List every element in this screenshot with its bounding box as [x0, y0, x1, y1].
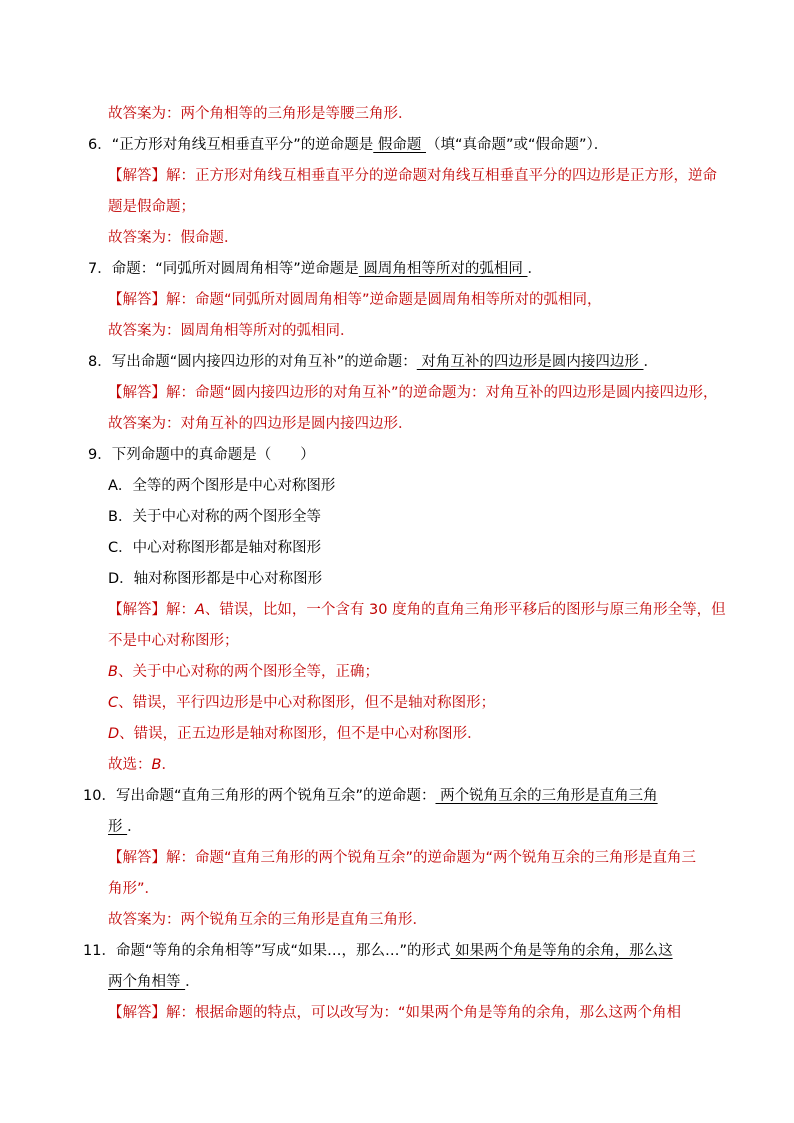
solution-8 — [0, 383, 794, 403]
option-text: D．轴对称图形都是中心对称图形 — [108, 571, 323, 587]
solution-text: 解：正方形对角线互相垂直平分的逆命题对角线互相垂直平分的四边形是正方形，逆命 — [166, 168, 717, 184]
question-10 — [0, 786, 794, 806]
solution-text: 、错误，正五边形是轴对称图形，但不是中心对称图形． — [119, 726, 482, 742]
option-letter: B — [108, 664, 118, 680]
solution-text: 、关于中心对称的两个图形全等，正确； — [117, 664, 379, 680]
question-text: 下列命题中的真命题是（ ） — [111, 447, 315, 463]
answer-blank: 两个锐角互余的三角形是直角三角 — [435, 788, 658, 804]
answer-text: 故选： — [108, 757, 152, 773]
option-text: A．全等的两个图形是中心对称图形 — [108, 478, 336, 494]
question-text-tail: ． — [643, 354, 658, 370]
answer-line-10 — [0, 910, 794, 930]
question-number: 8． — [88, 354, 112, 370]
option-text: B．关于中心对称的两个图形全等 — [108, 509, 321, 525]
answer-text: 故答案为：两个锐角互余的三角形是直角三角形． — [108, 912, 427, 928]
answer-blank: 假命题 — [373, 137, 426, 153]
answer-blank: 对角互补的四边形是圆内接四边形 — [416, 354, 644, 370]
question-number: 9． — [88, 447, 112, 463]
answer-text: ． — [161, 757, 176, 773]
option-letter: C — [108, 695, 119, 711]
solution-9-line-1 — [0, 600, 794, 620]
question-11-line-2 — [0, 972, 794, 992]
solution-text: 解：命题“直角三角形的两个锐角互余”的逆命题为“两个锐角互余的三角形是直角三 — [166, 850, 697, 866]
question-number: 7． — [88, 261, 112, 277]
answer-text: 故答案为：假命题． — [108, 230, 239, 246]
solution-text: 不是中心对称图形； — [108, 633, 239, 649]
answer-line-8 — [0, 414, 794, 434]
question-10-line-2 — [0, 817, 794, 837]
option-letter: B — [151, 757, 162, 773]
question-text: 命题：“同弧所对圆周角相等”逆命题是 — [111, 261, 359, 277]
question-text-tail: ． — [127, 819, 142, 835]
question-6 — [0, 135, 794, 155]
solution-text: 解：命题“圆内接四边形的对角互补”的逆命题为：对角互补的四边形是圆内接四边形， — [166, 385, 718, 401]
option-a — [0, 476, 794, 496]
answer-line-7 — [0, 321, 794, 341]
solution-9-line-5 — [0, 724, 794, 744]
question-9 — [0, 445, 794, 465]
solution-6-line-2 — [0, 197, 794, 217]
solution-tag: 【解答】 — [108, 168, 166, 184]
solution-9-line-4 — [0, 693, 794, 713]
solution-11 — [0, 1003, 794, 1023]
solution-text: 、错误，平行四边形是中心对称图形，但不是轴对称图形； — [118, 695, 496, 711]
solution-text: 解：命题“同弧所对圆周角相等”逆命题是圆周角相等所对的弧相同， — [166, 292, 602, 308]
solution-10-line-1 — [0, 848, 794, 868]
solution-text: 、错误，比如，一个含有 30 度角的直角三角形平移后的图形与原三角形全等，但 — [204, 602, 726, 618]
question-number: 10． — [83, 788, 116, 804]
question-number: 6． — [88, 137, 112, 153]
answer-text: 故答案为：对角互补的四边形是圆内接四边形． — [108, 416, 413, 432]
solution-tag: 【解答】 — [108, 292, 166, 308]
answer-blank: 形 — [108, 819, 128, 835]
answer-line-6 — [0, 228, 794, 248]
question-text: 命题“等角的余角相等”写成“如果…，那么…”的形式 — [115, 943, 451, 959]
option-c — [0, 538, 794, 558]
question-7 — [0, 259, 794, 279]
answer-line-9 — [0, 755, 794, 775]
solution-tag: 【解答】 — [108, 850, 166, 866]
question-8 — [0, 352, 794, 372]
option-letter: A — [195, 602, 205, 618]
solution-tag: 【解答】 — [108, 1005, 166, 1021]
question-text: 写出命题“圆内接四边形的对角互补”的逆命题： — [111, 354, 417, 370]
option-b — [0, 507, 794, 527]
solution-text: 角形”． — [108, 881, 160, 897]
option-text: C．中心对称图形都是轴对称图形 — [108, 540, 322, 556]
solution-text: 解：根据命题的特点，可以改写为：“如果两个角是等角的余角，那么这两个角相 — [166, 1005, 682, 1021]
solution-tag: 【解答】 — [108, 602, 166, 618]
solution-tag: 【解答】 — [108, 385, 166, 401]
answer-text: 故答案为：圆周角相等所对的弧相同． — [108, 323, 355, 339]
answer-blank: 圆周角相等所对的弧相同 — [358, 261, 528, 277]
answer-text: 故答案为：两个角相等的三角形是等腰三角形． — [108, 106, 413, 122]
solution-9-line-3 — [0, 662, 794, 682]
solution-10-line-2 — [0, 879, 794, 899]
question-text-tail: ． — [527, 261, 542, 277]
solution-text: 题是假命题； — [108, 199, 195, 215]
question-text-tail: （填“真命题”或“假命题”）． — [425, 137, 609, 153]
solution-7 — [0, 290, 794, 310]
question-text-tail: ． — [185, 974, 200, 990]
solution-6-line-1 — [0, 166, 794, 186]
answer-blank: 如果两个角是等角的余角，那么这 — [450, 943, 673, 959]
solution-text: 解： — [166, 602, 195, 618]
option-letter: D — [108, 726, 120, 742]
question-text: “正方形对角线互相垂直平分”的逆命题是 — [111, 137, 374, 153]
option-d — [0, 569, 794, 589]
solution-9-line-2 — [0, 631, 794, 651]
question-text: 写出命题“直角三角形的两个锐角互余”的逆命题： — [115, 788, 436, 804]
question-11 — [0, 941, 794, 961]
answer-line-5 — [0, 104, 794, 124]
question-number: 11． — [83, 943, 116, 959]
answer-blank: 两个角相等 — [108, 974, 186, 990]
